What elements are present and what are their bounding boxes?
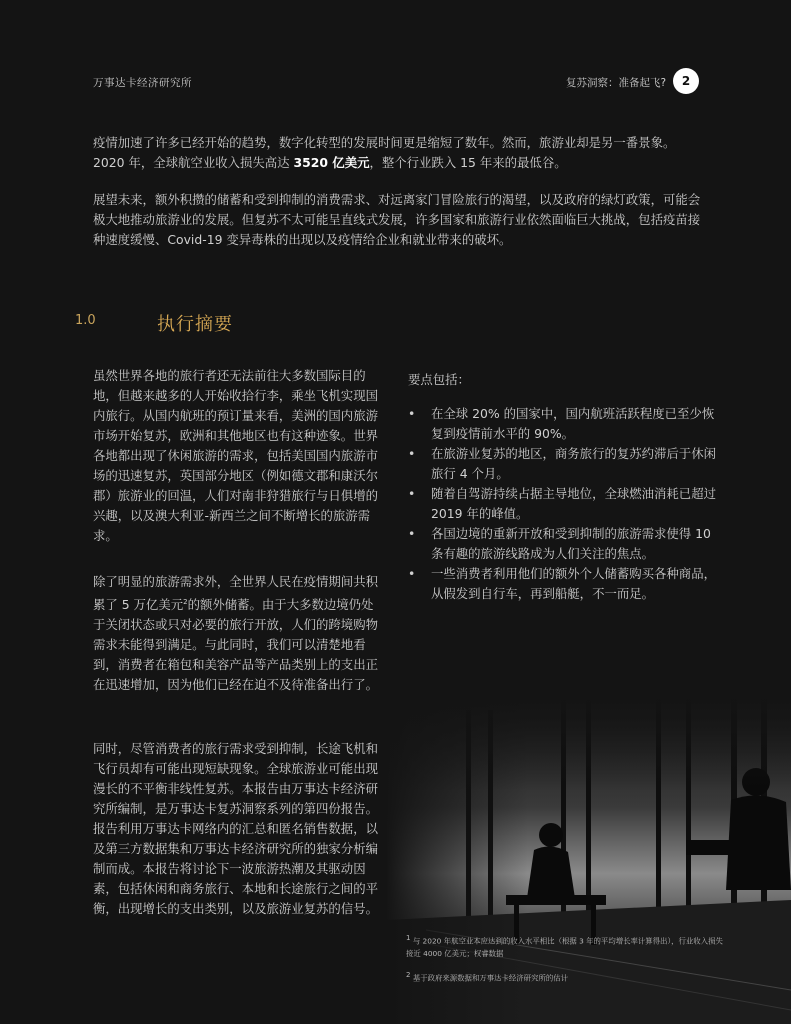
intro-paragraph-1 [93, 133, 701, 173]
bullet-icon: • [408, 486, 416, 501]
footnote-1 [406, 932, 726, 960]
summary-paragraph-3: 同时，尽管消费者的旅行需求受到抑制，长途飞机和飞行员却有可能出现短缺现象。全球旅游业可能出现漫长的不平衡非线性复苏。本报告由万事达卡经济研究所编制，是万事达卡复苏洞察系列的第四份报告。报告利用万事达卡网络内的汇总和匿名销售数据，以及第三方数据集和万事达卡经济研究所的独家分析编制而成。本报告将讨论下一波旅游热潮及其驱动因素，包括休闲和商务旅行、本地和长途旅行之间的平衡，出现增长的支出类别，以及旅游业复苏的信号。 [93, 741, 378, 916]
bullet-icon: • [408, 446, 416, 461]
key-point-text: 各国边境的重新开放和受到抑制的旅游需求使得 10 条有趣的旅游线路成为人们关注的焦点。 [431, 526, 711, 561]
summary-text: 除了明显的旅游需求外，全世界人民在疫情期间共积累了 5 万亿美元 [93, 574, 378, 613]
footnote-marker: 1 [406, 934, 411, 942]
section-title: 执行摘要 [157, 314, 233, 335]
key-point-text: 在旅游业复苏的地区，商务旅行的复苏约滞后于休闲旅行 4 个月。 [431, 446, 716, 481]
bullet-icon: • [408, 566, 416, 581]
bullet-icon: • [408, 526, 416, 541]
summary-text: 的额外储蓄。由于大多数边境仍处于关闭状态或只对必要的旅行开放，人们的跨境购物需求未能得到满足。与此同时，我们可以清楚地看到，消费者在箱包和美容产品等产品类别上的支出正在迅速增加，因为他们已经在迫不及待准备出行了。 [93, 597, 378, 693]
key-point-item [408, 444, 718, 484]
page-number-badge: 2 [673, 68, 699, 94]
highlight-figure: 3520 亿美元 [293, 155, 370, 170]
footnote-ref-2[interactable]: 2 [183, 598, 188, 606]
key-point-text: 随着自驾游持续占据主导地位，全球燃油消耗已超过 2019 年的峰值。 [431, 486, 716, 521]
key-point-text: 一些消费者利用他们的额外个人储蓄购买各种商品，从假发到自行车，再到船艇，不一而足。 [431, 566, 716, 601]
key-points [408, 370, 718, 604]
key-points-list [408, 404, 718, 604]
footnote-text: 基于政府来源数据和万事达卡经济研究所的估计 [410, 973, 569, 983]
footnote-2 [406, 969, 726, 984]
key-points-heading: 要点包括： [408, 372, 470, 387]
key-point-item [408, 564, 718, 604]
intro-paragraph-2: 展望未来，额外积攒的储蓄和受到抑制的消费需求、对远离家门冒险旅行的渴望，以及政府的绿灯政策，可能会极大地推动旅游业的发展。但复苏不太可能呈直线式发展，许多国家和旅游行业依然面临巨大挑战，包括疫苗接种速度缓慢、Covid-19 变异毒株的出现以及疫情给企业和就业带来的破坏。 [93, 192, 701, 247]
intro-text: 疫情加速了许多已经开始的趋势，数字化转型的发展时间更是缩短了数年。然而，旅游业却是另一番景象。2020 年，全球航空业收入损失高达 [93, 135, 676, 170]
footnote-marker: 2 [406, 971, 411, 980]
document-title: 复苏洞察：准备起飞? [566, 77, 667, 89]
key-point-item [408, 404, 718, 444]
key-point-text: 在全球 20% 的国家中，国内航班活跃程度已至少恢复到疫情前水平的 90%。 [431, 406, 715, 441]
summary-paragraph-1: 虽然世界各地的旅行者还无法前往大多数国际目的地，但越来越多的人开始收拾行李，乘坐飞机实现国内旅行。从国内航班的预订量来看，美洲的国内旅游市场开始复苏，欧洲和其他地区也有这种迹象。世界各地都出现了休闲旅游的需求，包括美国国内旅游市场的迅速复苏，英国部分地区（例如德文郡和康沃尔郡）旅游业的回温，人们对南非狩猎旅行与日俱增的兴趣，以及澳大利亚-新西兰之间不断增长的旅游需求。 [93, 368, 378, 543]
intro-text: ，整个行业跌入 15 年来的最低谷。 [369, 155, 567, 170]
org-name: 万事达卡经济研究所 [93, 77, 192, 89]
bullet-icon: • [408, 406, 416, 421]
key-point-item [408, 484, 718, 524]
footnote-text: 与 2020 年航空业本应达到的收入水平相比（根据 3 年的平均增长率计算得出），行业收入损失接近 4000 亿美元；权睿数据 [406, 936, 723, 959]
summary-paragraph-2 [93, 572, 385, 695]
footnotes [406, 932, 726, 994]
key-point-item [408, 524, 718, 564]
section-number: 1.0 [75, 313, 96, 328]
